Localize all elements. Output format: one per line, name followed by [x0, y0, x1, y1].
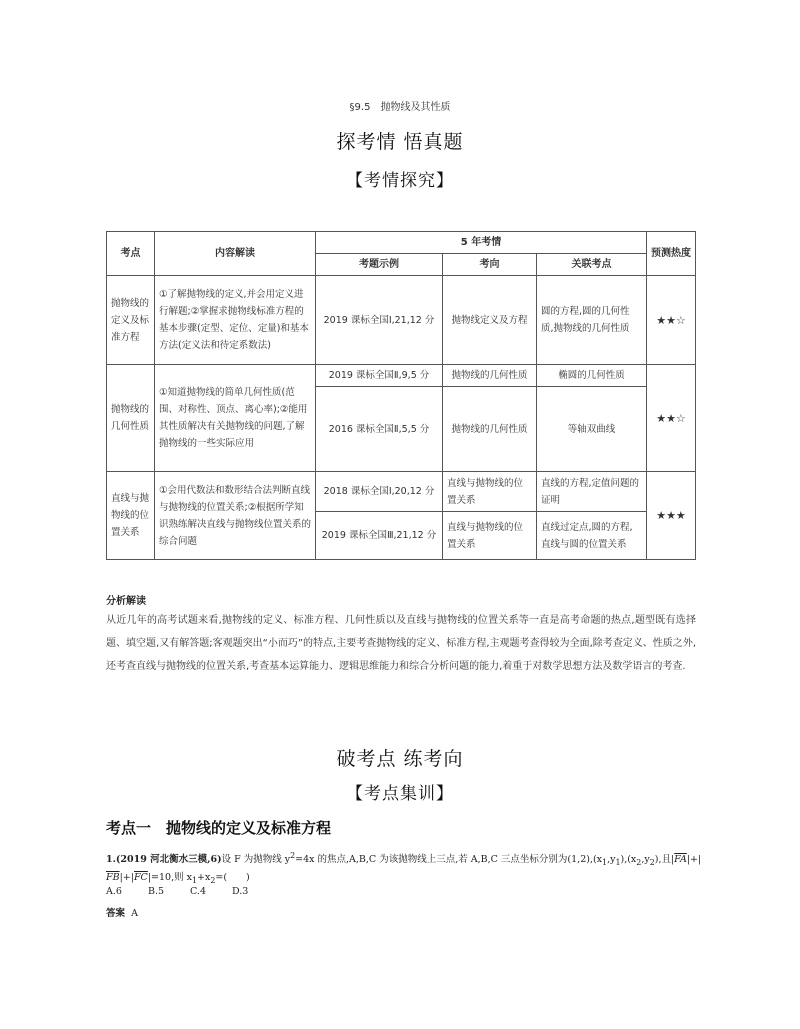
page-title: 探考情 悟真题 [336, 131, 464, 153]
cell-related: 圆的方程,圆的几何性质,抛物线的几何性质 [537, 276, 647, 365]
cell-example: 2019 课标全国Ⅲ,21,12 分 [316, 512, 443, 560]
analysis-body: 从近几年的高考试题来看,抛物线的定义、标准方程、几何性质以及直线与抛物线的位置关系等一直是高考命题的热点,题型既有选择题、填空题,又有解答题;客观题突出“小而巧”的特点,主要考查抛物线的定义、标准方程,主观题考查得较为全面,除考查定义、性质之外,还考查直线与抛物线的位置关系,考查基本运算能力、逻辑思维能力和综合分析问题的能力,着重于对数学思想方法及数学语言的考查. [106, 615, 696, 672]
question-options [106, 886, 706, 897]
answer-line [106, 905, 706, 919]
q-sub: 1 [615, 858, 621, 868]
q-text: ),且| [654, 854, 675, 866]
q-sub: 2 [210, 875, 216, 885]
cell-kaodian: 抛物线的几何性质 [107, 365, 155, 472]
answer-label: 答案 [106, 908, 126, 919]
cell-example: 2019 课标全国Ⅱ,9,5 分 [316, 365, 443, 387]
cell-neirong: ①知道抛物线的简单几何性质(范围、对称性、顶点、离心率);②能用其性质解决有关抛物线的问题,了解抛物线的一些实际应用 [155, 365, 316, 472]
section-number: §9.5 抛物线及其性质 [349, 102, 451, 113]
question-source: 1.(2019 河北衡水三模,6) [106, 854, 222, 866]
cell-example: 2018 课标全国Ⅰ,20,12 分 [316, 472, 443, 512]
q-text: |=10,则 x [147, 872, 192, 884]
page-subtitle: 【考情探究】 [346, 171, 454, 191]
question-stem [106, 848, 706, 888]
q-text: 设 F 为抛物线 y [221, 854, 291, 866]
option-d: D.3 [232, 886, 249, 897]
cell-related: 椭圆的几何性质 [537, 365, 647, 387]
cell-direction: 抛物线的几何性质 [443, 387, 537, 472]
analysis-heading: 分析解读 [106, 596, 146, 607]
vector-fc: $\overline{FC}$ [133, 872, 148, 884]
q-text: =4x 的焦点,A,B,C 为该抛物线上三点,若 A,B,C 三点坐标分别为(1,2),(x [295, 854, 603, 866]
q-text: ,y [607, 854, 616, 866]
answer-value: A [131, 908, 138, 919]
header-example: 考题示例 [316, 254, 443, 276]
option-b: B.5 [148, 886, 165, 897]
option-c: C.4 [190, 886, 206, 897]
cell-related: 等轴双曲线 [537, 387, 647, 472]
q-text: |+| [686, 854, 702, 866]
q-text: ),(x [620, 854, 637, 866]
option-a: A.6 [106, 886, 122, 897]
q-text: |+| [119, 872, 134, 884]
cell-kaodian: 直线与抛物线的位置关系 [107, 472, 155, 560]
q-sub: 2 [649, 858, 655, 868]
q-text: +x [197, 872, 211, 884]
cell-direction: 直线与抛物线的位置关系 [443, 512, 537, 560]
q-sub: 1 [602, 858, 608, 868]
cell-direction: 抛物线定义及方程 [443, 276, 537, 365]
rating-stars: ★★☆ [647, 276, 696, 365]
cell-related: 直线的方程,定值问题的证明 [537, 472, 647, 512]
cell-example: 2016 课标全国Ⅱ,5,5 分 [316, 387, 443, 472]
q-text: =( ) [215, 872, 250, 884]
vector-fa: $\overline{FA}$ [674, 854, 687, 866]
header-neirong: 内容解读 [155, 232, 316, 276]
header-yuce: 预测热度 [647, 232, 696, 276]
vector-fb: $\overline{FB}$ [106, 872, 120, 884]
part2-subtitle: 【考点集训】 [346, 784, 454, 804]
header-kaodian: 考点 [107, 232, 155, 276]
header-direction: 考向 [443, 254, 537, 276]
exam-analysis-table [106, 231, 696, 560]
rating-stars: ★★☆ [647, 365, 696, 472]
q-sup: 2 [290, 851, 296, 860]
cell-neirong: ①会用代数法和数形结合法判断直线与抛物线的位置关系;②根据所学知识熟练解决直线与抛物线位置关系的综合问题 [155, 472, 316, 560]
header-related: 关联考点 [537, 254, 647, 276]
q-sub: 2 [636, 858, 642, 868]
cell-direction: 直线与抛物线的位置关系 [443, 472, 537, 512]
cell-direction: 抛物线的几何性质 [443, 365, 537, 387]
rating-stars: ★★★ [647, 472, 696, 560]
cell-kaodian: 抛物线的定义及标准方程 [107, 276, 155, 365]
cell-related: 直线过定点,圆的方程,直线与圆的位置关系 [537, 512, 647, 560]
cell-neirong: ①了解抛物线的定义,并会用定义进行解题;②掌握求抛物线标准方程的基本步骤(定型、定位、定量)和基本方法(定义法和待定系数法) [155, 276, 316, 365]
part2-title: 破考点 练考向 [336, 748, 464, 770]
header-five-years: 5 年考情 [316, 232, 647, 254]
kaodian-title: 考点一 抛物线的定义及标准方程 [106, 819, 332, 837]
cell-example: 2019 课标全国Ⅰ,21,12 分 [316, 276, 443, 365]
q-text: ,y [641, 854, 650, 866]
q-sub: 1 [191, 875, 198, 885]
